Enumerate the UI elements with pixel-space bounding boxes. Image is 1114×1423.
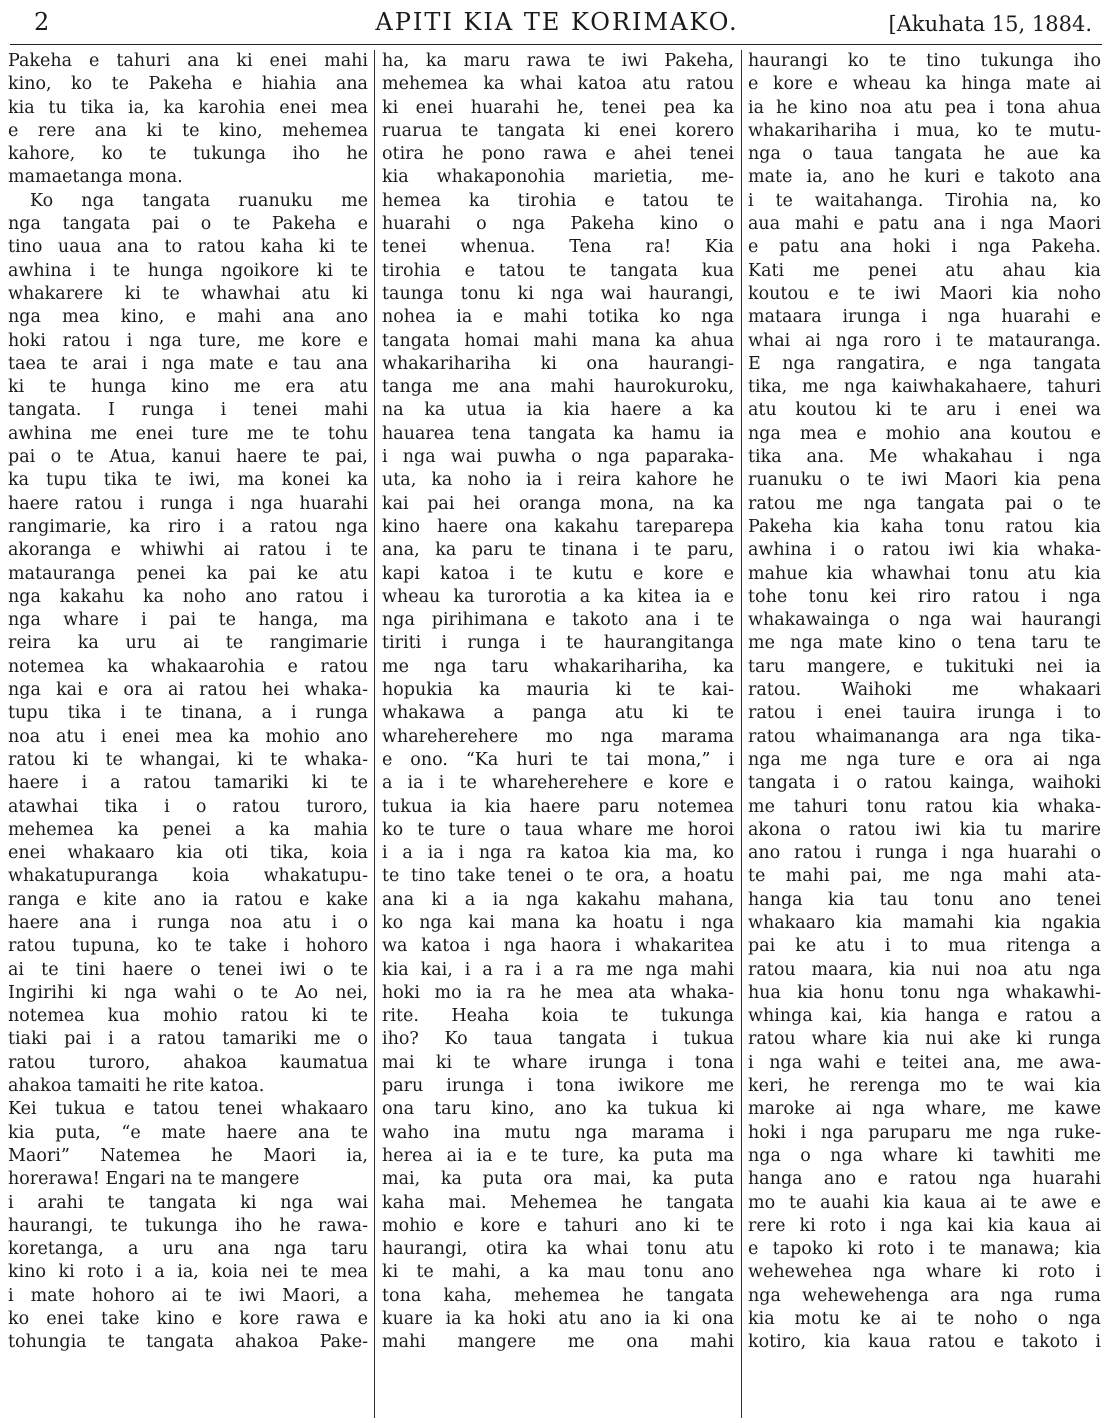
- text-line: ana ki a ia nga kakahu mahana,: [382, 889, 734, 910]
- text-line: Ingirihi ki nga wahi o te Ao nei,: [8, 982, 368, 1003]
- text-line: i arahi te tangata ki nga wai: [8, 1192, 368, 1213]
- text-line: rere ki roto i nga kai kia kaua ai: [748, 1215, 1101, 1236]
- text-line: ko nga kai mana ka hoatu i nga: [382, 912, 734, 933]
- text-line: a ia i te whareherehere e kore e: [382, 773, 734, 794]
- text-line: pai ke atu i to mua ritenga a: [748, 936, 1101, 957]
- text-line: whakatupuranga koia whakatupu-: [8, 866, 368, 887]
- header-rule: [10, 44, 1102, 45]
- text-line: koutou e te iwi Maori kia noho: [748, 283, 1101, 304]
- text-line: Ko nga tangata ruanuku me: [30, 190, 368, 211]
- text-line: nga tangata pai o te Pakeha e: [8, 214, 368, 235]
- text-line: ki te hunga kino me era atu: [8, 377, 368, 398]
- text-line: notemea kua mohio ratou ki te: [8, 1006, 368, 1027]
- text-line: tiriti i runga i te haurangitanga: [382, 633, 734, 654]
- text-line: whakarihariha i mua, ko te mutu-: [748, 120, 1101, 141]
- text-line: e patu ana hoki i nga Pakeha.: [748, 237, 1101, 258]
- text-line: wehewehea nga whare ki roto i: [748, 1262, 1101, 1283]
- text-line: me nga mate kino o tena taru te: [748, 633, 1101, 654]
- text-line: whakawa a panga atu ki te: [382, 703, 734, 724]
- page-header: [0, 0, 1114, 46]
- text-line: keri, he rerenga mo te wai kia: [748, 1076, 1101, 1097]
- text-line: ko enei take kino e kore rawa e: [8, 1309, 368, 1330]
- text-line: ano ratou i runga i nga huarahi o: [748, 843, 1101, 864]
- text-line: mahue kia whawhai tonu atu kia: [748, 563, 1101, 584]
- text-line: ranga e kite ano ia ratou e kake: [8, 889, 368, 910]
- text-line: hoki ratou i nga ture, me kore e: [8, 330, 368, 351]
- text-line: mo te auahi kia kaua ai te awe e: [748, 1192, 1101, 1213]
- text-line: atu koutou ki te aru i enei wa: [748, 400, 1101, 421]
- text-line: mamaetanga mona.: [8, 167, 183, 188]
- text-line: awhina me enei ture me te tohu: [8, 423, 368, 444]
- text-line: awhina i te hunga ngoikore ki te: [8, 260, 368, 281]
- issue-date: [Akuhata 15, 1884.: [888, 12, 1092, 36]
- text-line: ko te ture o taua whare me horoi: [382, 819, 734, 840]
- text-line: wheau ka turorotia a ka kitea ia e: [382, 586, 734, 607]
- text-column-1: [8, 50, 368, 1420]
- text-line: hua kia honu tonu nga whakawhi-: [748, 982, 1101, 1003]
- text-line: ona taru kino, ano ka tukua ki: [382, 1099, 734, 1120]
- text-line: kia whakaponohia marietia, me-: [382, 167, 734, 188]
- text-line: kino, ko te Pakeha e hiahia ana: [8, 74, 368, 95]
- text-line: huarahi o nga Pakeha kino o: [382, 214, 734, 235]
- text-line: haurangi, otira ka whai tonu atu: [382, 1239, 734, 1260]
- text-line: koretanga, a uru ana nga taru: [8, 1239, 368, 1260]
- text-line: nga wehewehenga ara nga ruma: [748, 1285, 1101, 1306]
- text-line: notemea ka whakaarohia e ratou: [8, 656, 368, 677]
- text-line: kino ki roto i a ia, koia nei te mea: [8, 1262, 368, 1283]
- text-line: Pakeha e tahuri ana ki enei mahi: [8, 51, 368, 71]
- text-line: hemea ka tirohia e tatou te: [382, 190, 734, 211]
- text-line: rangimarie, ka riro i a ratou nga: [8, 516, 368, 537]
- text-line: i nga wahi e teitei ana, me awa-: [748, 1052, 1101, 1073]
- text-line: na ka utua ia kia haere a ka: [382, 400, 734, 421]
- text-line: whai ai nga roro i te matauranga.: [748, 330, 1101, 351]
- text-line: kuare ia ka hoki atu ano ia ki ona: [382, 1309, 734, 1330]
- text-line: i nga wai puwha o nga paparaka-: [382, 447, 734, 468]
- text-line: tino uaua ana to ratou kaha ki te: [8, 237, 368, 258]
- text-line: nga o taua tangata he aue ka: [748, 144, 1101, 165]
- text-line: tiaki pai i a ratou tamariki me o: [8, 1029, 368, 1050]
- text-line: ratou whare kia nui ake ki runga: [748, 1029, 1101, 1050]
- text-line: tangata i o ratou kainga, waihoki: [748, 773, 1101, 794]
- page-number: 2: [34, 8, 50, 36]
- column-divider: [741, 50, 742, 1418]
- text-line: nga pirihimana e takoto ana i te: [382, 610, 734, 631]
- text-line: hoki mo ia ra he mea ata whaka-: [382, 982, 734, 1003]
- text-line: taunga tonu ki nga wai haurangi,: [382, 283, 734, 304]
- text-line: nga kakahu ka noho ano ratou i: [8, 586, 368, 607]
- text-line: mataara irunga i nga huarahi e: [748, 307, 1101, 328]
- text-line: Maori” Natemea he Maori ia,: [8, 1145, 368, 1166]
- text-line: ha, ka maru rawa te iwi Pakeha,: [382, 51, 734, 71]
- text-line: ratou ki te whangai, ki te whaka-: [8, 749, 368, 770]
- text-line: tika ana. Me whakahau i nga: [748, 447, 1101, 468]
- text-line: nga mea kino, e mahi ana ano: [8, 307, 368, 328]
- text-line: mahi mangere me ona mahi: [382, 1332, 734, 1353]
- text-line: taru mangere, e tukituki nei ia: [748, 656, 1101, 677]
- text-line: herea ai ia e te ture, ka puta ma: [382, 1145, 734, 1166]
- text-line: atawhai tika i o ratou turoro,: [8, 796, 368, 817]
- text-line: kotiro, kia kaua ratou e takoto i: [748, 1332, 1101, 1353]
- text-line: uta, ka noho ia i reira kahore he: [382, 470, 734, 491]
- text-line: i a ia i nga ra katoa kia ma, ko: [382, 843, 734, 864]
- text-line: otira he pono rawa e ahei tenei: [382, 144, 734, 165]
- text-line: mai ki te whare irunga i tona: [382, 1052, 734, 1073]
- text-line: nga o nga whare ki tawhiti me: [748, 1145, 1101, 1166]
- text-line: te mahi pai, me nga mahi ata-: [748, 866, 1101, 887]
- text-line: te tino take tenei o te ora, a hoatu: [382, 866, 734, 887]
- text-line: haere i a ratou tamariki ki te: [8, 773, 368, 794]
- text-line: Pakeha kia kaha tonu ratou kia: [748, 516, 1101, 537]
- text-line: noa atu i enei mea ka mohio ano: [8, 726, 368, 747]
- text-line: ratou tupuna, ko te take i hohoro: [8, 936, 368, 957]
- text-line: ai te tini haere o tenei iwi o te: [8, 959, 368, 980]
- text-line: hoki i nga paruparu me nga ruke-: [748, 1122, 1101, 1143]
- text-line: kai pai hei oranga mona, na ka: [382, 493, 734, 514]
- text-line: e rere ana ki te kino, mehemea: [8, 120, 368, 141]
- text-line: ratou i enei tauira irunga i to: [748, 703, 1101, 724]
- text-line: Kei tukua e tatou tenei whakaaro: [8, 1099, 368, 1120]
- text-line: ki enei huarahi he, tenei pea ka: [382, 97, 734, 118]
- text-line: kahore, ko te tukunga iho he: [8, 144, 368, 165]
- text-line: whakarere ki te whawhai atu ki: [8, 283, 368, 304]
- text-line: kia motu ke ai te noho o nga: [748, 1309, 1101, 1330]
- text-line: mate ia, ano he kuri e takoto ana: [748, 167, 1101, 188]
- text-line: akona o ratou iwi kia tu marire: [748, 819, 1101, 840]
- text-line: ratou whaimananga ara nga tika-: [748, 726, 1101, 747]
- text-line: iho? Ko taua tangata i tukua: [382, 1029, 734, 1050]
- text-line: whakarihariha ki ona haurangi-: [382, 353, 734, 374]
- text-line: maroke ai nga whare, me kawe: [748, 1099, 1101, 1120]
- text-line: mehemea ka penei a ka mahia: [8, 819, 368, 840]
- text-line: ruarua te tangata ki enei korero: [382, 120, 734, 141]
- text-line: rite. Heaha koia te tukunga: [382, 1006, 734, 1027]
- text-line: tohe tonu kei riro ratou i nga: [748, 586, 1101, 607]
- text-line: whakawainga o nga wai haurangi: [748, 610, 1101, 631]
- text-line: mehemea ka whai katoa atu ratou: [382, 74, 734, 95]
- text-line: nga whare i pai te hanga, ma: [8, 610, 368, 631]
- text-line: ka tupu tika te iwi, ma konei ka: [8, 470, 368, 491]
- text-line: ki te mahi, a ka mau tonu ano: [382, 1262, 734, 1283]
- text-line: haurangi ko te tino tukunga iho: [748, 51, 1101, 71]
- text-line: paru irunga i tona iwikore me: [382, 1076, 734, 1097]
- text-line: E nga rangatira, e nga tangata: [748, 353, 1101, 374]
- text-line: ruanuku o te iwi Maori kia pena: [748, 470, 1101, 491]
- column-divider: [374, 50, 375, 1418]
- text-line: aua mahi e patu ana i nga Maori: [748, 214, 1101, 235]
- text-line: kaha mai. Mehemea he tangata: [382, 1192, 734, 1213]
- text-line: haere ana i runga noa atu i o: [8, 912, 368, 933]
- text-line: nohea ia e mahi totika ko nga: [382, 307, 734, 328]
- text-line: tenei whenua. Tena ra! Kia: [382, 237, 734, 258]
- text-line: ratou me nga tangata pai o te: [748, 493, 1101, 514]
- text-line: tangata homai mahi mana ka ahua: [382, 330, 734, 351]
- text-line: ia he kino noa atu pea i tona ahua: [748, 97, 1101, 118]
- text-column-3: [748, 50, 1101, 1420]
- text-line: tupu tika i te tinana, a i runga: [8, 703, 368, 724]
- text-line: horerawa! Engari na te mangere: [8, 1169, 300, 1190]
- text-line: tohungia te tangata ahakoa Pake-: [8, 1332, 368, 1353]
- text-line: kia puta, “e mate haere ana te: [8, 1122, 368, 1143]
- text-line: nga mea e mohio ana koutou e: [748, 423, 1101, 444]
- text-line: tangata. I runga i tenei mahi: [8, 400, 368, 421]
- publication-title: APITI KIA TE KORIMAKO.: [375, 8, 739, 36]
- text-line: me tahuri tonu ratou kia whaka-: [748, 796, 1101, 817]
- text-line: kapi katoa i te kutu e kore e: [382, 563, 734, 584]
- text-line: akoranga e whiwhi ai ratou i te: [8, 540, 368, 561]
- text-line: hanga kia tau tonu ano tenei: [748, 889, 1101, 910]
- text-line: pai o te Atua, kanui haere te pai,: [8, 447, 368, 468]
- text-line: hopukia ka mauria ki te kai-: [382, 680, 734, 701]
- text-line: me nga taru whakarihariha, ka: [382, 656, 734, 677]
- text-line: Kati me penei atu ahau kia: [748, 260, 1101, 281]
- text-line: nga me nga ture e ora ai nga: [748, 749, 1101, 770]
- text-line: whakaaro kia mamahi kia ngakia: [748, 912, 1101, 933]
- text-line: waho ina mutu nga marama i: [382, 1122, 734, 1143]
- text-line: enei whakaaro kia oti tika, koia: [8, 843, 368, 864]
- text-line: haere ratou i runga i nga huarahi: [8, 493, 368, 514]
- text-line: hanga ano e ratou nga huarahi: [748, 1169, 1101, 1190]
- text-line: whinga kai, kia hanga e ratou a: [748, 1006, 1101, 1027]
- text-line: tika, me nga kaiwhakahaere, tahuri: [748, 377, 1101, 398]
- text-line: i te waitahanga. Tirohia na, ko: [748, 190, 1101, 211]
- text-line: e kore e wheau ka hinga mate ai: [748, 74, 1101, 95]
- text-line: ratou maara, kia nui noa atu nga: [748, 959, 1101, 980]
- text-line: nga kai e ora ai ratou hei whaka-: [8, 680, 368, 701]
- text-line: tirohia e tatou te tangata kua: [382, 260, 734, 281]
- text-line: reira ka uru ai te rangimarie: [8, 633, 368, 654]
- text-line: haurangi, te tukunga iho he rawa-: [8, 1215, 368, 1236]
- text-column-2: [382, 50, 734, 1420]
- text-line: awhina i o ratou iwi kia whaka-: [748, 540, 1101, 561]
- text-line: i mate hohoro ai te iwi Maori, a: [8, 1285, 368, 1306]
- text-line: tukua ia kia haere paru notemea: [382, 796, 734, 817]
- text-line: ratou. Waihoki me whakaari: [748, 680, 1101, 701]
- text-line: tona kaha, mehemea he tangata: [382, 1285, 734, 1306]
- text-line: kino haere ona kakahu tareparepa: [382, 516, 734, 537]
- text-line: kia tu tika ia, ka karohia enei mea: [8, 97, 368, 118]
- text-line: kia kai, i a ra i a ra me nga mahi: [382, 959, 734, 980]
- text-line: ana, ka paru te tinana i te paru,: [382, 540, 734, 561]
- text-line: ratou turoro, ahakoa kaumatua: [8, 1052, 368, 1073]
- text-line: hauarea tena tangata ka hamu ia: [382, 423, 734, 444]
- text-line: ahakoa tamaiti he rite katoa.: [8, 1076, 265, 1097]
- text-line: mai, ka puta ora mai, ka puta: [382, 1169, 734, 1190]
- text-line: e ono. “Ka huri te tai mona,” i: [382, 749, 734, 770]
- text-line: taea te arai i nga mate e tau ana: [8, 353, 368, 374]
- text-line: wa katoa i nga haora i whakaritea: [382, 936, 734, 957]
- text-line: matauranga penei ka pai ke atu: [8, 563, 368, 584]
- text-line: mohio e kore e tahuri ano ki te: [382, 1215, 734, 1236]
- text-line: whareherehere mo nga marama: [382, 726, 734, 747]
- text-line: e tapoko ki roto i te manawa; kia: [748, 1239, 1101, 1260]
- text-line: tanga me ana mahi haurokuroku,: [382, 377, 734, 398]
